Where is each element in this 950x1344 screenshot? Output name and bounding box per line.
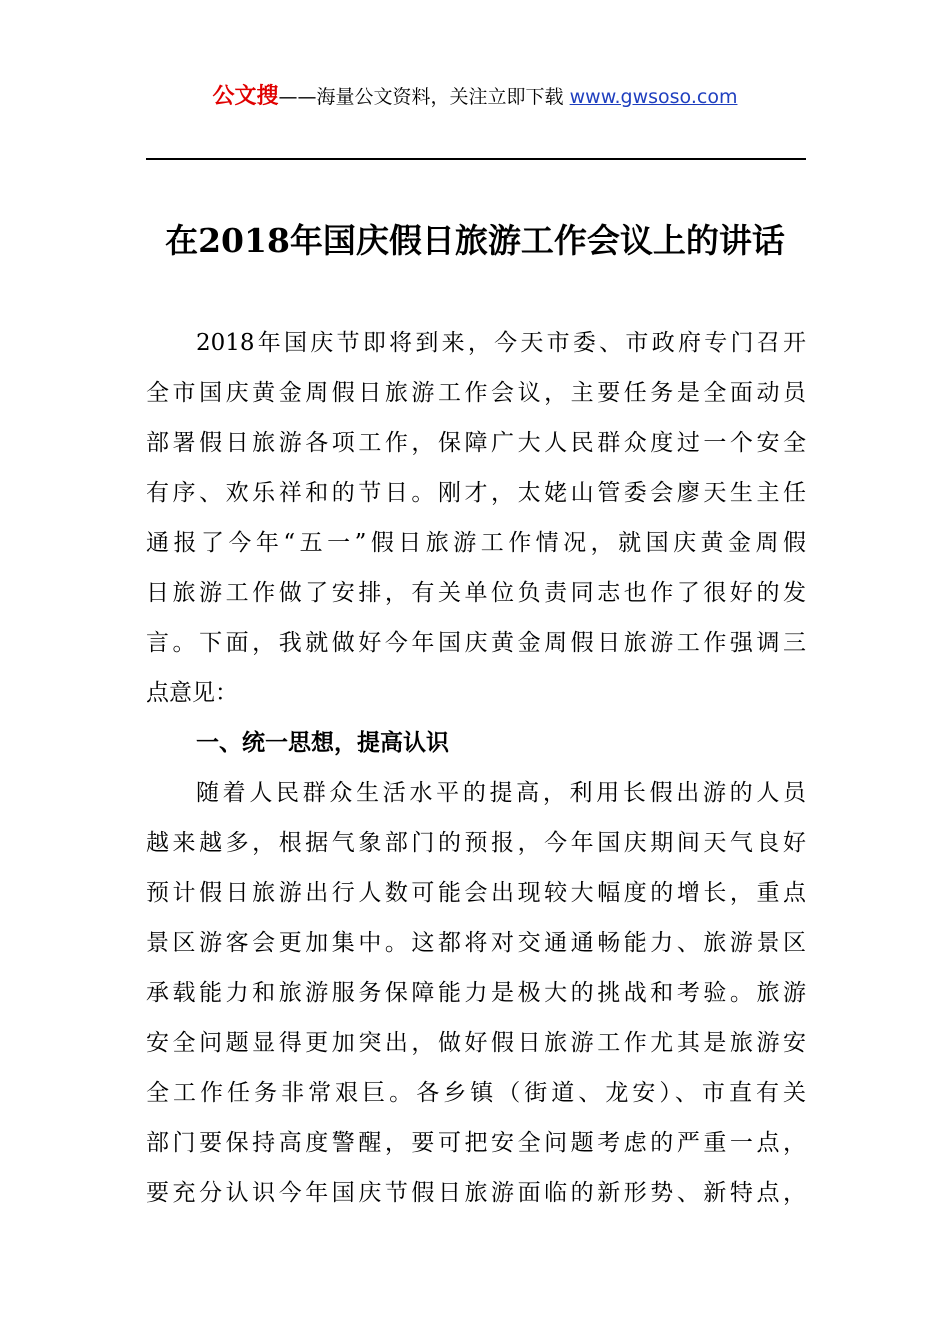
text-line: 要充分认识今年国庆节假日旅游面临的新形势、新特点， bbox=[146, 1180, 806, 1206]
header-tagline: ——海量公文资料，关注立即下载 bbox=[278, 86, 564, 108]
text-line: 有序、欢乐祥和的节日。刚才，太姥山管委会廖天生主任 bbox=[146, 480, 806, 506]
text-line: 全工作任务非常艰巨。各乡镇（街道、龙安）、市直有关 bbox=[146, 1080, 806, 1106]
document-body bbox=[146, 318, 806, 1218]
section-heading: 一、统一思想，提高认识 bbox=[196, 730, 449, 756]
paragraph-intro bbox=[146, 318, 806, 718]
text-line: 随着人民群众生活水平的提高，利用长假出游的人员 bbox=[196, 780, 806, 806]
text-line: 2018年国庆节即将到来，今天市委、市政府专门召开 bbox=[196, 330, 806, 356]
text-line: 部署假日旅游各项工作，保障广大人民群众度过一个安全 bbox=[146, 430, 806, 456]
text-line: 安全问题显得更加突出，做好假日旅游工作尤其是旅游安 bbox=[146, 1030, 806, 1056]
text-line: 越来越多，根据气象部门的预报，今年国庆期间天气良好 bbox=[146, 830, 806, 856]
text-line: 日旅游工作做了安排，有关单位负责同志也作了很好的发 bbox=[146, 580, 806, 606]
text-line: 预计假日旅游出行人数可能会出现较大幅度的增长，重点 bbox=[146, 880, 806, 906]
website-link[interactable]: www.gwsoso.com bbox=[569, 86, 738, 108]
brand-logo-text: 公文搜 bbox=[212, 84, 279, 109]
text-line: 点意见： bbox=[146, 680, 238, 706]
text-line: 部门要保持高度警醒，要可把安全问题考虑的严重一点， bbox=[146, 1130, 806, 1156]
page-header bbox=[0, 82, 950, 112]
paragraph-section-1 bbox=[146, 768, 806, 1218]
document-title: 在2018年国庆假日旅游工作会议上的讲话 bbox=[165, 221, 785, 260]
text-line: 全市国庆黄金周假日旅游工作会议，主要任务是全面动员 bbox=[146, 380, 806, 406]
text-line: 通报了今年“五一”假日旅游工作情况，就国庆黄金周假 bbox=[146, 530, 806, 556]
text-line: 承载能力和旅游服务保障能力是极大的挑战和考验。旅游 bbox=[146, 980, 806, 1006]
text-line: 言。下面，我就做好今年国庆黄金周假日旅游工作强调三 bbox=[146, 630, 806, 656]
text-line: 景区游客会更加集中。这都将对交通通畅能力、旅游景区 bbox=[146, 930, 806, 956]
header-divider bbox=[146, 158, 806, 160]
